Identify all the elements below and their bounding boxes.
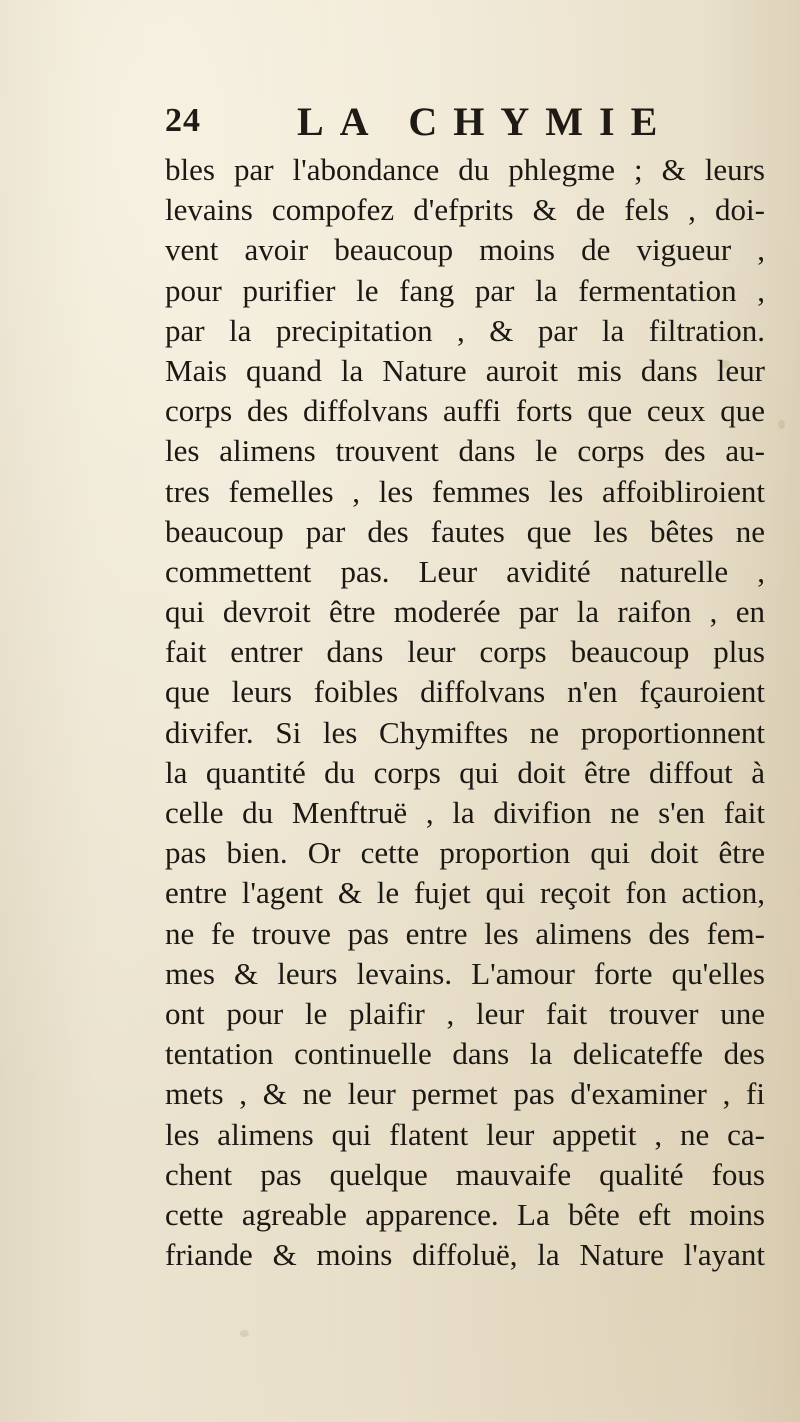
text-line: pour purifier le fang par la fermentation , xyxy=(165,272,765,308)
paper-stain xyxy=(778,420,785,429)
text-line: tres femelles , les femmes les affoibliroient xyxy=(165,473,765,509)
text-line: celle du Menftruë , la divifion ne s'en fait xyxy=(165,795,765,830)
text-line: ne fe trouve pas entre les alimens des fem- xyxy=(165,915,765,951)
text-line: fait entrer dans leur corps beaucoup plus xyxy=(165,634,765,670)
text-line: beaucoup par des fautes que les bêtes ne xyxy=(165,513,765,549)
text-line: les alimens qui flatent leur appetit , ne ca- xyxy=(165,1116,765,1152)
text-line: pas bien. Or cette proportion qui doit être xyxy=(165,835,765,871)
text-line: cette agreable apparence. La bête eft moins xyxy=(165,1196,765,1232)
text-line: qui devroit être moderée par la raifon , en xyxy=(165,594,765,630)
text-line: Mais quand la Nature auroit mis dans leur xyxy=(165,352,765,388)
running-head xyxy=(165,98,725,148)
body-text xyxy=(165,150,765,1275)
text-line: bles par l'abondance du phlegme ; & leurs xyxy=(165,152,765,187)
text-line: levains compofez d'efprits & de fels , doi- xyxy=(165,192,765,228)
text-line: que leurs foibles diffolvans n'en fçauroient xyxy=(165,674,765,710)
text-line: corps des diffolvans auffi forts que ceux que xyxy=(165,393,765,429)
text-line: mes & leurs levains. L'amour forte qu'elles xyxy=(165,955,765,991)
text-line: entre l'agent & le fujet qui reçoit fon action, xyxy=(165,875,765,911)
text-line: tentation continuelle dans la delicateffe des xyxy=(165,1036,765,1072)
text-line: ont pour le plaifir , leur fait trouver une xyxy=(165,995,765,1031)
text-line: la quantité du corps qui doit être diffout à xyxy=(165,754,765,790)
text-line: commettent pas. Leur avidité naturelle , xyxy=(165,553,765,589)
text-line: par la precipitation , & par la filtration. xyxy=(165,312,765,348)
text-line: les alimens trouvent dans le corps des au- xyxy=(165,433,765,469)
text-line: chent pas quelque mauvaife qualité fous xyxy=(165,1156,765,1192)
text-line: vent avoir beaucoup moins de vigueur , xyxy=(165,232,765,268)
text-line: mets , & ne leur permet pas d'examiner , fi xyxy=(165,1076,765,1112)
text-line: divifer. Si les Chymiftes ne proportionnent xyxy=(165,714,765,750)
paper-stain xyxy=(240,1330,249,1337)
page-number: 24 xyxy=(165,102,201,139)
text-line: friande & moins diffoluë, la Nature l'ayant xyxy=(165,1237,765,1273)
running-title: LA CHYMIE xyxy=(297,99,674,144)
